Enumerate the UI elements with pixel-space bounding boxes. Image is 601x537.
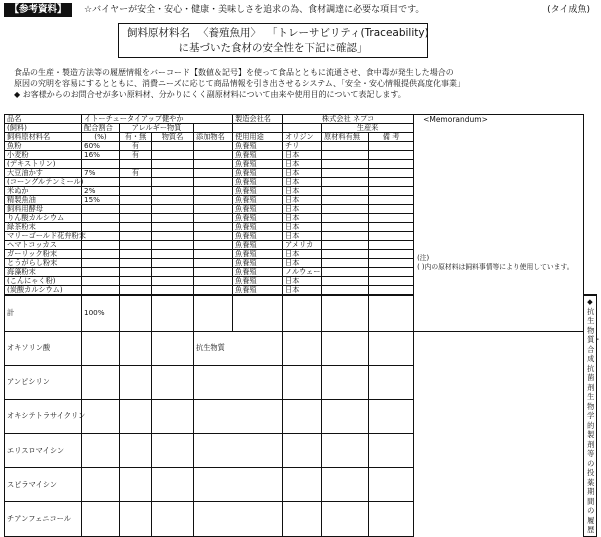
origin: 日本 xyxy=(283,151,322,160)
raw-presence xyxy=(322,205,369,214)
remarks xyxy=(369,250,414,259)
allergen-name xyxy=(152,250,194,259)
additive-name xyxy=(194,142,233,151)
fish-type: (タイ成魚) xyxy=(547,5,590,15)
origin: 日本 xyxy=(283,277,322,286)
empty-cell xyxy=(322,434,369,468)
antibiotic-row xyxy=(5,468,597,502)
total-label: 計 xyxy=(5,295,82,331)
ingredient-name: 大豆油かす xyxy=(5,169,82,178)
ingredient-name: (こんにゃく粉) xyxy=(5,277,82,286)
empty-cell xyxy=(82,502,120,536)
empty-cell xyxy=(322,399,369,433)
empty-cell xyxy=(283,434,322,468)
title-part1: 飼料原材料名 xyxy=(127,27,190,39)
allergy-presence: 有 xyxy=(120,169,152,178)
ingredient-ratio xyxy=(82,223,120,232)
ingredient-ratio: 2% xyxy=(82,187,120,196)
additive-name xyxy=(194,214,233,223)
empty-cell xyxy=(120,434,152,468)
empty-cell xyxy=(82,365,120,399)
empty-cell xyxy=(369,295,414,331)
origin: 日本 xyxy=(283,196,322,205)
allergy-presence: 有 xyxy=(120,151,152,160)
allergen-name xyxy=(152,286,194,296)
use-purpose: 魚養殖 xyxy=(233,160,283,169)
origin: チリ xyxy=(283,142,322,151)
ingredient-ratio: 16% xyxy=(82,151,120,160)
use-purpose: 魚養殖 xyxy=(233,142,283,151)
raw-presence xyxy=(322,223,369,232)
header-raw-presence: 原材料有無 xyxy=(322,133,369,142)
empty-cell xyxy=(283,295,322,331)
use-purpose: 魚養殖 xyxy=(233,196,283,205)
intro-line3: ◆ お客様からのお問合せが多い原料材、分かりにくく副原材料について由来や使用目的について表記します。 xyxy=(14,90,406,99)
use-purpose: 魚養殖 xyxy=(233,277,283,286)
header-maker: 製造会社名 xyxy=(233,115,283,124)
remarks xyxy=(369,232,414,241)
empty-cell xyxy=(194,295,233,331)
ingredient-ratio: 15% xyxy=(82,196,120,205)
remarks xyxy=(369,196,414,205)
ingredient-ratio xyxy=(82,277,120,286)
additive-name xyxy=(194,178,233,187)
empty-cell xyxy=(322,502,369,536)
remarks xyxy=(369,142,414,151)
empty-cell xyxy=(369,399,414,433)
intro-line1: 食品の生産・製造方法等の履歴情報をバーコード【数値＆記号】を使って食品とともに流通させ、食中毒が発生した場合の xyxy=(14,68,454,77)
header-ingredient: 飼料原材料名 xyxy=(5,133,82,142)
memo-diamond: ◆ 抗生物質・合成抗菌剤生物学的製剤等の投薬期間の履歴 xyxy=(587,297,601,534)
raw-presence xyxy=(322,169,369,178)
use-purpose: 魚養殖 xyxy=(233,169,283,178)
empty-cell xyxy=(283,399,322,433)
allergy-presence xyxy=(120,178,152,187)
allergen-name xyxy=(152,268,194,277)
antibiotic-type xyxy=(194,399,283,433)
ingredient-ratio xyxy=(82,241,120,250)
ingredient-name: (コーングルテンミール) xyxy=(5,178,82,187)
use-purpose: 魚養殖 xyxy=(233,187,283,196)
header-allergy: アレルギー物質 xyxy=(120,124,194,133)
allergen-name xyxy=(152,259,194,268)
use-purpose: 魚養殖 xyxy=(233,232,283,241)
empty-cell xyxy=(152,399,194,433)
memo-title: <Memorandum> xyxy=(423,115,488,124)
antibiotic-name: チアンフェニコール xyxy=(5,502,82,536)
empty-cell xyxy=(120,399,152,433)
ingredient-ratio xyxy=(82,268,120,277)
ingredient-name: とうがらし粉末 xyxy=(5,259,82,268)
origin: ノルウェー xyxy=(283,268,322,277)
allergy-presence xyxy=(120,223,152,232)
raw-presence xyxy=(322,178,369,187)
additive-name xyxy=(194,205,233,214)
ingredient-name: ヘマトコッカス xyxy=(5,241,82,250)
empty-cell xyxy=(120,502,152,536)
origin: 日本 xyxy=(283,178,322,187)
header-note: 備 考 xyxy=(369,133,414,142)
empty-cell xyxy=(322,331,369,365)
additive-name xyxy=(194,223,233,232)
origin: アメリカ xyxy=(283,241,322,250)
empty-cell xyxy=(369,365,414,399)
ingredient-name: 飼料用酵母 xyxy=(5,205,82,214)
ingredient-name: 精製魚油 xyxy=(5,196,82,205)
allergy-presence xyxy=(120,214,152,223)
empty-cell xyxy=(233,295,283,331)
antibiotic-row xyxy=(5,502,597,536)
origin: 日本 xyxy=(283,232,322,241)
antibiotic-row xyxy=(5,365,597,399)
remarks xyxy=(369,277,414,286)
ingredient-ratio xyxy=(82,259,120,268)
additive-name xyxy=(194,241,233,250)
allergy-presence xyxy=(120,250,152,259)
allergy-presence: 有 xyxy=(120,142,152,151)
title-part2: 〈養殖魚用〉 xyxy=(198,27,261,39)
raw-presence xyxy=(322,151,369,160)
allergen-name xyxy=(152,277,194,286)
antibiotic-type xyxy=(194,468,283,502)
ingredient-table xyxy=(4,114,601,537)
remarks xyxy=(369,151,414,160)
remarks xyxy=(369,241,414,250)
empty-cell xyxy=(120,295,152,331)
header-producer: 生産来 xyxy=(322,124,414,133)
remarks xyxy=(369,268,414,277)
allergen-name xyxy=(152,187,194,196)
empty-cell xyxy=(152,295,194,331)
use-purpose: 魚養殖 xyxy=(233,223,283,232)
empty-cell xyxy=(152,365,194,399)
antibiotic-name: アンピシリン xyxy=(5,365,82,399)
allergy-presence xyxy=(120,205,152,214)
origin: 日本 xyxy=(283,205,322,214)
header-product: 品名 xyxy=(5,115,82,124)
allergy-presence xyxy=(120,259,152,268)
antibiotic-row xyxy=(5,399,597,433)
remarks xyxy=(369,160,414,169)
origin: 日本 xyxy=(283,250,322,259)
empty-cell xyxy=(120,331,152,365)
allergen-name xyxy=(152,169,194,178)
remarks xyxy=(369,286,414,296)
allergy-presence xyxy=(120,286,152,296)
title-line2: に基づいた食材の安全性を下記に確認」 xyxy=(178,42,368,54)
use-purpose: 魚養殖 xyxy=(233,259,283,268)
raw-presence xyxy=(322,259,369,268)
header-use: 使用用途 xyxy=(233,133,283,142)
empty-cell xyxy=(369,502,414,536)
use-purpose: 魚養殖 xyxy=(233,214,283,223)
allergen-name xyxy=(152,241,194,250)
header-presence: 有・無 xyxy=(120,133,152,142)
allergy-presence xyxy=(120,268,152,277)
use-purpose: 魚養殖 xyxy=(233,151,283,160)
ingredient-name: 魚粉 xyxy=(5,142,82,151)
memo-bottom xyxy=(584,295,601,536)
ingredient-ratio xyxy=(82,232,120,241)
additive-name xyxy=(194,268,233,277)
product-name: イトーチュータイアップ健やか xyxy=(82,115,233,124)
use-purpose: 魚養殖 xyxy=(233,250,283,259)
ingredient-name: (デキストリン) xyxy=(5,160,82,169)
allergen-name xyxy=(152,196,194,205)
use-purpose: 魚養殖 xyxy=(233,241,283,250)
ingredient-name: 米ぬか xyxy=(5,187,82,196)
memorandum xyxy=(414,115,584,332)
empty-cell xyxy=(322,365,369,399)
ingredient-name: (炭酸カルシウム) xyxy=(5,286,82,296)
origin: 日本 xyxy=(283,286,322,296)
additive-name xyxy=(194,187,233,196)
title-box xyxy=(118,23,428,58)
allergen-name xyxy=(152,232,194,241)
use-purpose: 魚養殖 xyxy=(233,286,283,296)
allergen-name xyxy=(152,214,194,223)
allergy-presence xyxy=(120,187,152,196)
antibiotic-type xyxy=(194,434,283,468)
raw-presence xyxy=(322,160,369,169)
remarks xyxy=(369,259,414,268)
empty-cell xyxy=(322,468,369,502)
raw-presence xyxy=(322,142,369,151)
allergen-name xyxy=(152,223,194,232)
antibiotic-name: スピラマイシン xyxy=(5,468,82,502)
header-additive: 添加物名 xyxy=(194,133,233,142)
ingredient-ratio xyxy=(82,250,120,259)
ingredient-name: 小麦粉 xyxy=(5,151,82,160)
empty-cell xyxy=(152,468,194,502)
additive-name xyxy=(194,196,233,205)
remarks xyxy=(369,214,414,223)
empty-cell xyxy=(322,295,369,331)
origin: 日本 xyxy=(283,259,322,268)
empty-cell xyxy=(369,468,414,502)
empty-cell xyxy=(120,365,152,399)
allergy-presence xyxy=(120,232,152,241)
header-allergen-name: 物質名 xyxy=(152,133,194,142)
ingredient-name: ガーリック粉末 xyxy=(5,250,82,259)
additive-name xyxy=(194,286,233,296)
additive-name xyxy=(194,151,233,160)
remarks xyxy=(369,223,414,232)
maker-name: 株式会社 ネプコ xyxy=(283,115,414,124)
raw-presence xyxy=(322,277,369,286)
empty-cell xyxy=(152,331,194,365)
ingredient-ratio: 7% xyxy=(82,169,120,178)
origin: 日本 xyxy=(283,223,322,232)
ingredient-ratio: 60% xyxy=(82,142,120,151)
ingredient-name: マリーゴールド花弁粉末 xyxy=(5,232,82,241)
allergen-name xyxy=(152,178,194,187)
ingredient-name: りん酸カルシウム xyxy=(5,214,82,223)
antibiotic-name: オキソリン酸 xyxy=(5,331,82,365)
raw-presence xyxy=(322,214,369,223)
empty-cell xyxy=(82,434,120,468)
empty-cell xyxy=(283,331,322,365)
origin: 日本 xyxy=(283,214,322,223)
raw-presence xyxy=(322,286,369,296)
ingredient-ratio xyxy=(82,205,120,214)
empty-cell xyxy=(283,365,322,399)
ingredient-name: 緑茶粉末 xyxy=(5,223,82,232)
allergy-presence xyxy=(120,196,152,205)
empty-cell xyxy=(369,434,414,468)
total-value: 100% xyxy=(82,295,120,331)
origin: 日本 xyxy=(283,187,322,196)
intro-line2: 原因の究明を容易にするとともに、消費ニーズに応じて商品情報を引き出させるシステム、「安全・安心情報提供高度化事業」 xyxy=(14,79,466,88)
origin: 日本 xyxy=(283,160,322,169)
empty-cell xyxy=(82,331,120,365)
raw-presence xyxy=(322,196,369,205)
additive-name xyxy=(194,259,233,268)
memo-note: (注) ( )内の原材料は飼料事情等により使用しています。 xyxy=(417,254,574,271)
reference-label: 【参考資料】 xyxy=(4,3,72,17)
empty-cell xyxy=(120,468,152,502)
empty-cell xyxy=(283,502,322,536)
empty-cell xyxy=(283,468,322,502)
raw-presence xyxy=(322,268,369,277)
raw-presence xyxy=(322,241,369,250)
additive-name xyxy=(194,250,233,259)
remarks xyxy=(369,187,414,196)
empty-cell xyxy=(82,399,120,433)
intro-text xyxy=(14,67,594,100)
antibiotic-type: 抗生物質 xyxy=(194,331,283,365)
additive-name xyxy=(194,277,233,286)
use-purpose: 魚養殖 xyxy=(233,205,283,214)
allergen-name xyxy=(152,160,194,169)
empty-cell xyxy=(152,502,194,536)
origin: 日本 xyxy=(283,169,322,178)
ingredient-ratio xyxy=(82,214,120,223)
use-purpose: 魚養殖 xyxy=(233,178,283,187)
antibiotic-type xyxy=(194,502,283,536)
empty-cell xyxy=(82,468,120,502)
additive-name xyxy=(194,232,233,241)
remarks xyxy=(369,178,414,187)
remarks xyxy=(369,205,414,214)
header-origin: オリジン xyxy=(283,133,322,142)
allergy-presence xyxy=(120,241,152,250)
ingredient-ratio xyxy=(82,286,120,296)
use-purpose: 魚養殖 xyxy=(233,268,283,277)
remarks xyxy=(369,169,414,178)
raw-presence xyxy=(322,187,369,196)
empty-cell xyxy=(369,331,414,365)
title-part3: 「トレーサビリティ(Traceability) xyxy=(267,27,429,39)
antibiotic-name: オキシテトラサイクリン xyxy=(5,399,82,433)
raw-presence xyxy=(322,250,369,259)
additive-name xyxy=(194,160,233,169)
header-percent: (%) xyxy=(82,133,120,142)
ingredient-name: 海藻粉末 xyxy=(5,268,82,277)
allergen-name xyxy=(152,205,194,214)
raw-presence xyxy=(322,232,369,241)
header-ratio: 配合割合 xyxy=(82,124,120,133)
antibiotic-row xyxy=(5,331,597,365)
empty-cell xyxy=(152,434,194,468)
header-feed: (飼料) xyxy=(5,124,82,133)
allergen-name xyxy=(152,142,194,151)
additive-name xyxy=(194,169,233,178)
header-note: ☆バイヤーが安全・安心・健康・美味しさを追求の為、食材調達に必要な項目です。 xyxy=(84,5,425,15)
antibiotic-row xyxy=(5,434,597,468)
antibiotic-type xyxy=(194,365,283,399)
allergen-name xyxy=(152,151,194,160)
allergy-presence xyxy=(120,277,152,286)
antibiotic-name: エリスロマイシン xyxy=(5,434,82,468)
